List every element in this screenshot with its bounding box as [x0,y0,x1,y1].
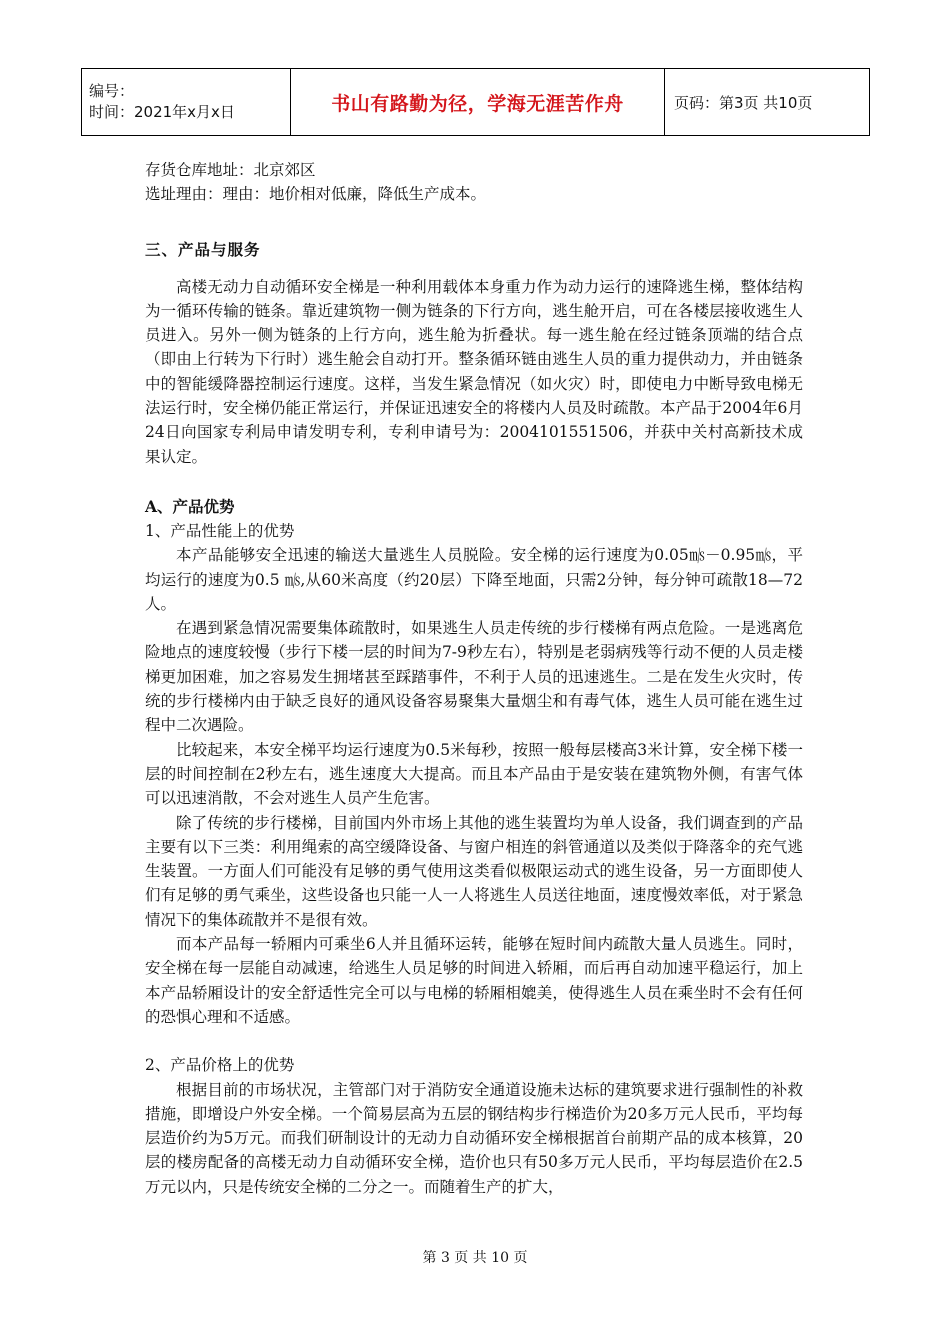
header-motto: 书山有路勤为径，学海无涯苦作舟 [331,92,624,115]
header-meta [82,69,291,136]
price-paragraph-1: 根据目前的市场状况，主管部门对于消防安全通道设施未达标的建筑要求进行强制性的补救措施，即增设户外安全梯。一个简易层高为五层的钢结构步行梯造价为20多万元人民币，平均每层造价约为5万元。而我们研制设计的无动力自动循环安全梯根据首台前期产品的成本核算，20层的楼房配备的高楼无动力自动循环安全梯，造价也只有50多万元人民币，平均每层造价在2.5万元以内，只是传统安全梯的二分之一。而随着生产的扩大， [145,1080,803,1196]
document-body [145,158,803,1199]
document-date-label: 时间：2021年x月x日 [89,103,235,121]
document-number-label: 编号： [89,82,135,100]
subheading-performance-advantage: 1、产品性能上的优势 [145,521,295,540]
product-description-paragraph: 高楼无动力自动循环安全梯是一种利用载体本身重力作为动力运行的速降逃生梯，整体结构为一循环传输的链条。靠近建筑物一侧为链条的下行方向，逃生舱开启，可在各楼层接收逃生人员进入。另外一侧为链条的上行方向，逃生舱为折叠状。每一逃生舱在经过链条顶端的结合点（即由上行转为下行时）逃生舱会自动打开。整条循环链由逃生人员的重力提供动力，并由链条中的智能缓降器控制运行速度。这样，当发生紧急情况（如火灾）时，即使电力中断导致电梯无法运行时，安全梯仍能正常运行，并保证迅速安全的将楼内人员及时疏散。本产品于2004年6月24日向国家专利局申请发明专利，专利申请号为：2004101551506，并获中关村高新技术成果认定。 [145,277,803,466]
performance-paragraph-4: 除了传统的步行楼梯，目前国内外市场上其他的逃生装置均为单人设备，我们调查到的产品主要有以下三类：利用绳索的高空缓降设备、与窗户相连的斜管通道以及类似于降落伞的充气逃生装置。一方面人们可能没有足够的勇气使用这类看似极限运动式的逃生设备，另一方面即使人们有足够的勇气乘坐，这些设备也只能一人一人将逃生人员送往地面，速度慢效率低，对于紧急情况下的集体疏散并不是很有效。 [145,813,803,929]
subheading-price-advantage: 2、产品价格上的优势 [145,1056,295,1075]
performance-paragraph-5: 而本产品每一轿厢内可乘坐6人并且循环运转，能够在短时间内疏散大量人员逃生。同时，安全梯在每一层能自动减速，给逃生人员足够的时间进入轿厢，而后再自动加速平稳运行，加上本产品轿厢设计的安全舒适性完全可以与电梯的轿厢相媲美，使得逃生人员在乘坐时不会有任何的恐惧心理和不适感。 [145,935,803,1026]
performance-paragraph-2: 在遇到紧急情况需要集体疏散时，如果逃生人员走传统的步行楼梯有两点危险。一是逃离危险地点的速度较慢（步行下楼一层的时间为7-9秒左右），特别是老弱病残等行动不便的人员走楼梯更加困难，加之容易发生拥堵甚至踩踏事件，不利于人员的迅速逃生。二是在发生火灾时，传统的步行楼梯内由于缺乏良好的通风设备容易聚集大量烟尘和有毒气体，逃生人员可能在逃生过程中二次遇险。 [145,619,803,735]
site-selection-reason: 选址理由：理由：地价相对低廉，降低生产成本。 [145,185,487,204]
performance-paragraph-3: 比较起来，本安全梯平均运行速度为0.5米每秒，按照一般每层楼高3米计算，安全梯下楼一层的时间控制在2秒左右，逃生速度大大提高。而且本产品由于是安装在建筑物外侧，有害气体可以迅速消散，不会对逃生人员产生危害。 [145,740,803,808]
header-motto-cell [291,69,665,136]
header-page-cell [665,69,870,136]
section-title-products-services: 三、产品与服务 [145,239,261,259]
page-header [81,68,870,136]
page-footer: 第 3 页 共 10 页 [422,1250,528,1266]
performance-paragraph-1: 本产品能够安全迅速的输送大量逃生人员脱险。安全梯的运行速度为0.05㎧－0.95㎧，平均运行的速度为0.5 ㎧,从60米高度（约20层）下降至地面，只需2分钟，每分钟可疏散18—72人。 [145,546,803,613]
header-page-label: 页码：第3页 共10页 [674,93,813,112]
section-title-product-advantages: A、产品优势 [145,496,235,516]
warehouse-address: 存货仓库地址：北京郊区 [145,161,316,179]
